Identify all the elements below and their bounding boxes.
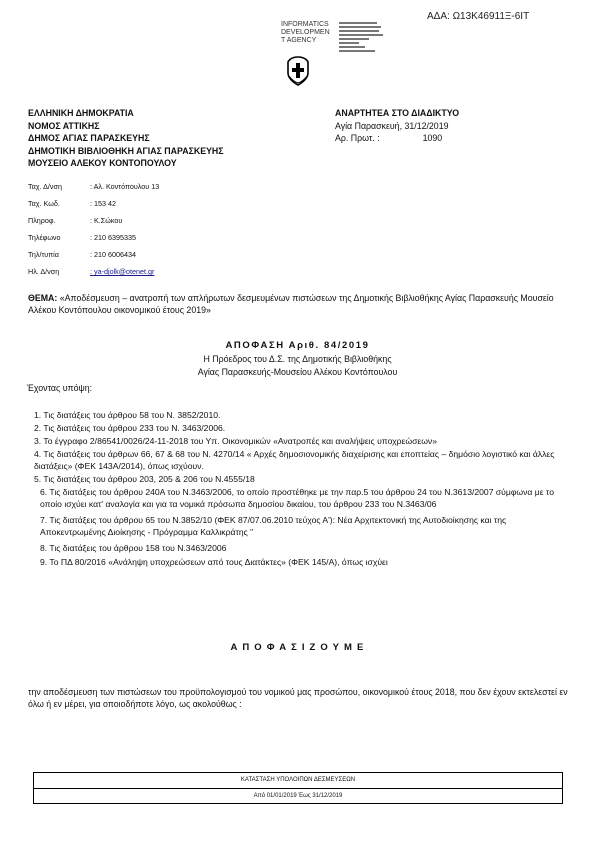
posting-block: [335, 107, 459, 145]
agency-line-3: T AGENCY: [281, 37, 317, 44]
agency-name: [281, 21, 330, 45]
contact-row: [28, 250, 159, 267]
decide-title: Α Π Ο Φ Α Σ Ι Ζ Ο Υ Μ Ε: [230, 642, 365, 653]
posting-notice: ΑΝΑΡΤΗΤΕΑ ΣΤΟ ΔΙΑΔΙΚΤΥΟ: [335, 108, 460, 118]
list-item: [34, 514, 564, 538]
protocol-label: Αρ. Πρωτ. :: [335, 133, 380, 143]
list-number: 3.: [34, 436, 42, 446]
protocol-value: 1090: [422, 133, 443, 143]
list-number: 4.: [34, 449, 42, 459]
list-text: Το έγγραφο 2/86541/0026/24-11-2018 του Υπ. Οικονομικών «Ανατροπές και αναλήψεις υποχρεώσεων»: [43, 436, 438, 446]
decide-text: την αποδέσμευση των πιστώσεων του προϋπολογισμού του νομικού μας προσώπου, οικονομικού έτους 2018, που δεν έχουν εκτελεστεί εν όλω ή εν μέρει, για οποιοδήποτε λόγο, ως ακολούθως :: [28, 687, 568, 709]
issuer-block: [28, 107, 224, 170]
greek-emblem-icon: [286, 56, 310, 88]
contact-row: [28, 267, 159, 284]
contact-value: : 210 6006434: [90, 250, 136, 259]
subject-text: «Αποδέσμευση – ανατροπή των απλήρωτων δεσμευμένων πιστώσεων της Δημοτικής Βιβλιοθήκης Αγίας Παρασκευής Μουσείο Αλέκου Κοντόπουλου οικονομικού έτους 2019»: [28, 293, 554, 315]
list-text: Τις διατάξεις του άρθρου 240Α του Ν.3463/2006, το οποίο προστέθηκε με την παρ.5 του άρθρου 24 του Ν.3613/2007 σύμφωνα με το οποίο ισχύει κατ' αναλογία και για τα νομικά πρόσωπα δημοσίου δικαίου, του άρθρου 233 του Ν.3463/06: [40, 487, 554, 509]
contact-label: Τηλέφωνο: [28, 233, 61, 242]
decision-issuer-line-2: Αγίας Παρασκευής-Μουσείου Αλέκου Κοντόπουλου: [197, 367, 398, 377]
list-number: 8.: [40, 543, 48, 553]
issuer-line-1: ΕΛΛΗΝΙΚΗ ΔΗΜΟΚΡΑΤΙΑ: [28, 108, 134, 118]
list-item: [34, 435, 564, 447]
table-title-row: ΚΑΤΑΣΤΑΣΗ ΥΠΟΛΟΙΠΩΝ ΔΕΣΜΕΥΣΕΩΝ: [34, 773, 562, 789]
contact-value: : Αλ. Κοντόπουλου 13: [90, 182, 160, 191]
contact-row: [28, 199, 159, 216]
contact-label: Ηλ. Δ/νση: [28, 267, 60, 276]
list-number: 1.: [34, 410, 42, 420]
contact-label: Πληροφ.: [28, 216, 56, 225]
email-link[interactable]: : ya-djolk@otenet.gr: [90, 267, 155, 276]
list-item: [34, 473, 564, 485]
protocol-number: [335, 132, 459, 145]
list-text: Τις διατάξεις του άρθρου 158 του Ν.3463/2006: [49, 543, 227, 553]
place-date: Αγία Παρασκευή, 31/12/2019: [335, 120, 449, 131]
ada-code: ΑΔΑ: Ω13Κ46911Ξ-6ΙΤ: [427, 11, 530, 22]
table-period-row: Από 01/01/2019 Έως 31/12/2019: [253, 793, 343, 799]
issuer-line-3: ΔΗΜΟΣ ΑΓΙΑΣ ΠΑΡΑΣΚΕΥΗΣ: [28, 133, 150, 143]
contact-label: Τηλ/τυπία: [28, 250, 59, 259]
list-number: 7.: [40, 515, 48, 525]
list-text: Τις διατάξεις του άρθρου 203, 205 & 206 του Ν.4555/18: [43, 474, 255, 484]
contact-value: : 210 6395335: [90, 233, 136, 242]
having-regard: Έχοντας υπόψη:: [27, 383, 93, 393]
agency-line-1: INFORMATICS: [281, 21, 329, 28]
contact-row: [28, 182, 159, 199]
list-text: Τις διατάξεις του άρθρου 58 του Ν. 3852/2010.: [43, 410, 221, 420]
commitments-table: [33, 772, 563, 804]
list-text: Τις διατάξεις του άρθρων 66, 67 & 68 του Ν. 4270/14 « Αρχές δημοσιονομικής διαχείρισης και εποπτείας – δημόσιο λογιστικό και άλλες διατάξεις» (ΦΕΚ 143Α/2014), όπως ισχύουν.: [34, 449, 555, 471]
subject-label: ΘΕΜΑ:: [28, 293, 58, 303]
list-item: [34, 542, 564, 554]
list-text: Τις διατάξεις του άρθρου 233 του Ν. 3463/2006.: [43, 423, 226, 433]
contact-row: [28, 233, 159, 250]
list-text: Το ΠΔ 80/2016 «Ανάληψη υποχρεώσεων από τους Διατάκτες» (ΦΕΚ 145/Α), όπως ισχύει: [49, 557, 388, 567]
contact-value: : Κ.Σώκου: [90, 216, 123, 225]
list-item: [34, 486, 564, 510]
issuer-line-4: ΔΗΜΟΤΙΚΗ ΒΙΒΛΙΟΘΗΚΗ ΑΓΙΑΣ ΠΑΡΑΣΚΕΥΗΣ: [28, 145, 224, 156]
contact-details: [28, 182, 159, 284]
issuer-line-2: ΝΟΜΟΣ ΑΤΤΙΚΗΣ: [28, 120, 100, 131]
digital-signature-stamp: [339, 22, 383, 54]
contact-label: Ταχ. Δ/νση: [28, 182, 62, 191]
list-item: [34, 556, 564, 568]
list-text: Τις διατάξεις του άρθρου 65 του Ν.3852/10 (ΦΕΚ 87/07.06.2010 τεύχος Α'): Νέα Αρχιτεκτονική της Αυτοδιοίκησης και της Αποκεντρωμένης Διοίκησης - Πρόγραμμα Καλλικράτης ": [40, 515, 507, 537]
list-number: 9.: [40, 557, 48, 567]
agency-line-2: DEVELOPMEN: [281, 29, 330, 36]
subject: [28, 292, 573, 316]
list-number: 6.: [40, 487, 48, 497]
issuer-line-5: ΜΟΥΣΕΙΟ ΑΛΕΚΟΥ ΚΟΝΤΟΠΟΥΛΟΥ: [28, 158, 177, 168]
decision-title: ΑΠΟΦΑΣΗ Αριθ. 84/2019: [225, 340, 370, 351]
contact-label: Ταχ. Κωδ.: [28, 199, 60, 208]
contact-value: : 153 42: [90, 199, 116, 208]
decision-issuer-line-1: Η Πρόεδρος του Δ.Σ. της Δημοτικής Βιβλιοθήκης: [203, 354, 392, 364]
contact-row: [28, 216, 159, 233]
considerations-list: [34, 409, 564, 568]
list-item: [34, 422, 564, 434]
list-number: 2.: [34, 423, 42, 433]
list-number: 5.: [34, 474, 42, 484]
list-item: [34, 448, 564, 472]
list-item: [34, 409, 564, 421]
